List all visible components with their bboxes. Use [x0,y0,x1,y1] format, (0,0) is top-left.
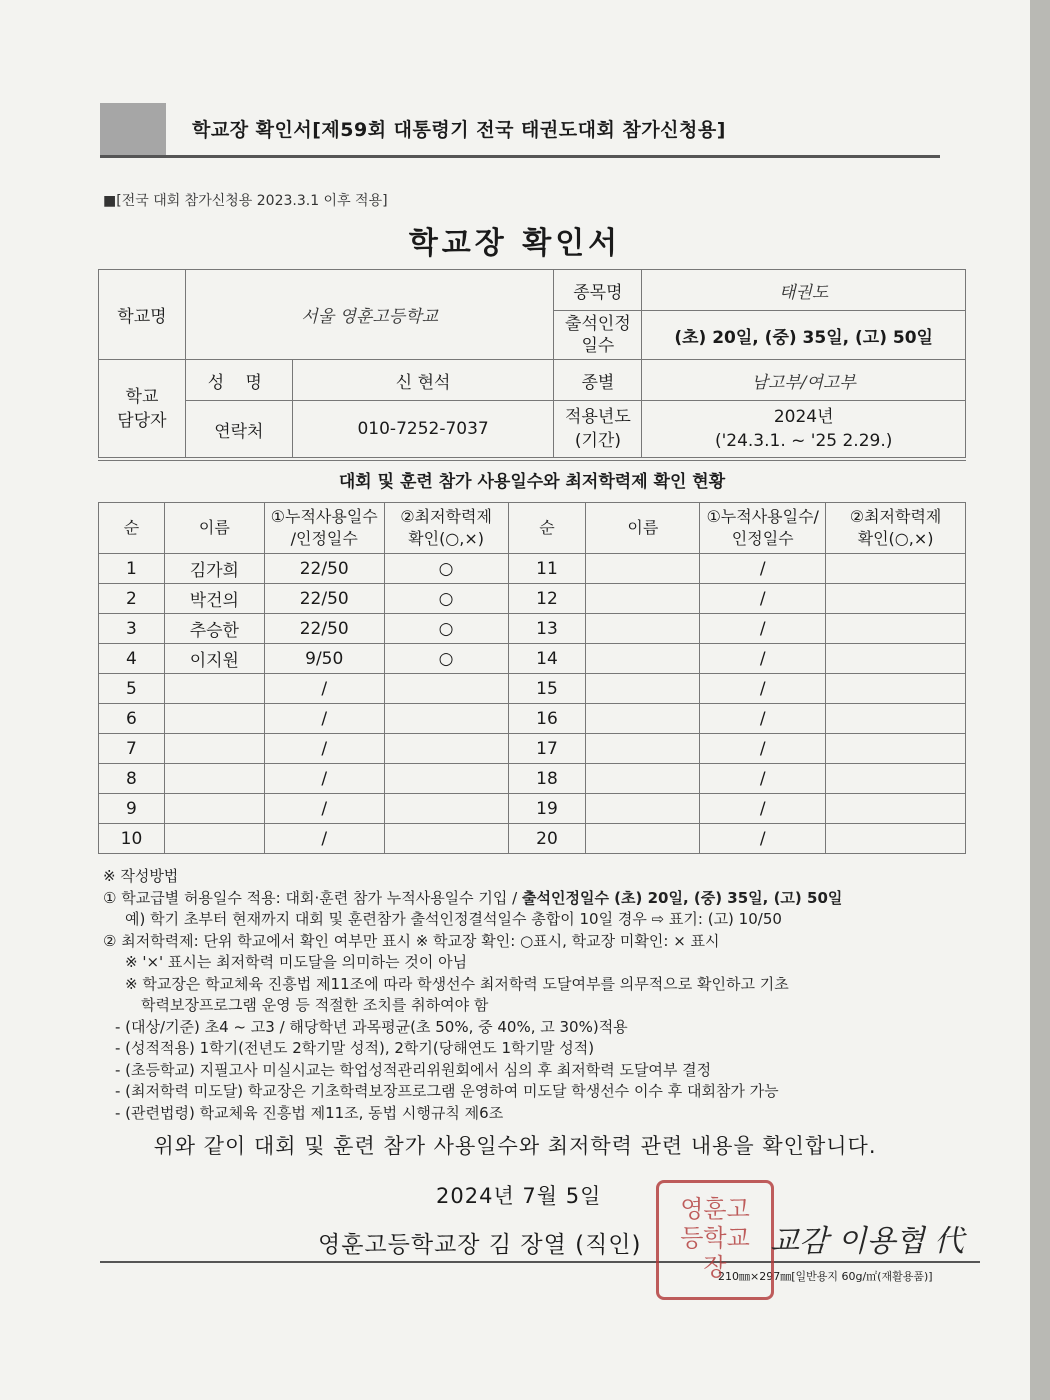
check-mark [384,794,508,824]
instruction-line-8: - (성적적용) 1학기(전년도 2학기말 성적), 2학기(당해연도 1학기말 성적) [115,1039,595,1057]
student-name [164,824,264,854]
used-days-right: / [700,734,826,764]
year-label: 적용년도 (기간) [554,401,642,458]
check-mark: ○ [384,554,508,584]
check-mark-right [826,764,966,794]
instruction-line [103,888,983,910]
student-name: 추승한 [164,614,264,644]
instruction-line-3: ② 최저학력제: 단위 학교에서 확인 여부만 표시 ※ 학교장 확인: ○표시, 학교장 미확인: × 표시 [103,931,720,950]
instruction-line-5: ※ 학교장은 학교체육 진흥법 제11조에 따라 학생선수 최저학력 도달여부를 의무적으로 확인하고 기초 [125,974,789,993]
student-name-right [586,644,700,674]
used-days: / [264,794,384,824]
year-cell [642,401,966,458]
table-row [99,554,966,584]
table-row [99,674,966,704]
row-number-right: 16 [508,704,586,734]
row-number-right: 14 [508,644,586,674]
student-name [164,764,264,794]
used-days: 22/50 [264,554,384,584]
student-name-right [586,674,700,704]
check-mark-right [826,794,966,824]
table-row [99,794,966,824]
student-name [164,734,264,764]
row-number: 4 [99,644,165,674]
instruction-line-9: - (초등학교) 지필고사 미실시교는 학업성적관리위원회에서 심의 후 최저학력 도달여부 결정 [115,1060,712,1079]
attendance-label: 출석인정 일수 [554,311,642,360]
name-label: 성 명 [185,360,292,401]
student-name [164,674,264,704]
used-days: / [264,764,384,794]
header-check-right: ②최저학력제 확인(○,×) [826,503,966,554]
table-row [99,824,966,854]
instruction-line-4: ※ '×' 표시는 최저학력 미도달을 의미하는 것이 아님 [125,953,468,971]
student-name-right [586,794,700,824]
used-days-right: / [700,584,826,614]
student-name: 김가희 [164,554,264,584]
row-number: 9 [99,794,165,824]
student-name-right [586,824,700,854]
year-period: ('24.3.1. ~ '25 2.29.) [714,431,893,451]
used-days: 22/50 [264,584,384,614]
status-title: 대회 및 훈련 참가 사용일수와 최저학력제 확인 현황 [98,460,966,503]
instruction-line-7: - (대상/기준) 초4 ~ 고3 / 해당학년 과목평균(초 50%, 중 40%, 고 30%)적용 [115,1017,628,1036]
header-no-right: 순 [508,503,586,554]
table-row [99,704,966,734]
instruction-line-2: 예) 학기 초부터 현재까지 대회 및 훈련참가 출석인정결석일수 총합이 10일 경우 ⇨ 표기: (고) 10/50 [125,910,782,928]
check-mark: ○ [384,614,508,644]
contact-label: 연락처 [185,401,292,458]
student-name-right [586,734,700,764]
official-seal-stamp [656,1180,774,1300]
row-number: 6 [99,704,165,734]
check-mark-right [826,674,966,704]
student-name: 이지원 [164,644,264,674]
used-days-right: / [700,554,826,584]
used-days-right: / [700,614,826,644]
used-days-right: / [700,704,826,734]
check-mark-right [826,554,966,584]
row-number-right: 11 [508,554,586,584]
instruction-line-10: - (최저학력 미도달) 학교장은 기초학력보장프로그램 운영하여 미도달 학생선수 이수 후 대회참가 가능 [115,1082,779,1100]
seal-text: 영훈고 등학교 장 [680,1195,750,1281]
event-label: 종목명 [554,270,642,311]
check-mark-right [826,734,966,764]
row-number-right: 12 [508,584,586,614]
row-number-right: 18 [508,764,586,794]
table-row [99,734,966,764]
check-mark [384,674,508,704]
event-value: 태권도 [642,270,966,311]
check-mark [384,824,508,854]
student-name-right [586,764,700,794]
name-value: 신 현석 [292,360,554,401]
used-days: / [264,824,384,854]
header-rule [100,155,940,158]
check-mark-right [826,584,966,614]
check-mark: ○ [384,644,508,674]
header-used: ①누적사용일수 /인정일수 [264,503,384,554]
info-table [98,269,966,458]
instruction-line-1a: ① 학교급별 허용일수 적용: 대회·훈련 참가 누적사용일수 기입 / [103,888,522,907]
header-title: 학교장 확인서[제59회 대통령기 전국 태권도대회 참가신청용] [192,119,726,141]
check-mark [384,734,508,764]
instruction-line-6: 학력보장프로그램 운영 등 적절한 조치를 취하여야 함 [141,996,489,1014]
row-number: 2 [99,584,165,614]
check-mark-right [826,644,966,674]
check-mark [384,764,508,794]
header-check: ②최저학력제 확인(○,×) [384,503,508,554]
instructions-heading: ※ 작성방법 [103,867,179,885]
document-title: 학교장 확인서 [408,226,622,261]
row-number-right: 17 [508,734,586,764]
row-number-right: 19 [508,794,586,824]
student-name-right [586,614,700,644]
principal-name: 영훈고등학교장 김 장열 (직인) [318,1232,642,1258]
used-days: 9/50 [264,644,384,674]
student-name-right [586,584,700,614]
row-number: 7 [99,734,165,764]
used-days: 22/50 [264,614,384,644]
category-value: 남고부/여고부 [642,360,966,401]
confirmation-text: 위와 같이 대회 및 훈련 참가 사용일수와 최저학력 관련 내용을 확인합니다. [153,1134,877,1158]
header-name-right: 이름 [586,503,700,554]
student-name [164,794,264,824]
year-value: 2024년 [773,407,834,427]
row-number-right: 13 [508,614,586,644]
staff-label: 학교 담당자 [99,360,186,458]
check-mark-right [826,614,966,644]
used-days: / [264,674,384,704]
check-mark [384,704,508,734]
category-label: 종별 [554,360,642,401]
row-number: 1 [99,554,165,584]
student-name: 박건의 [164,584,264,614]
student-name-right [586,554,700,584]
status-table-body [99,554,966,854]
header-block [100,103,166,155]
attendance-value: (초) 20일, (중) 35일, (고) 50일 [642,311,966,360]
instruction-line-1b: 출석인정일수 (초) 20일, (중) 35일, (고) 50일 [522,888,843,907]
table-row [99,764,966,794]
header-name: 이름 [164,503,264,554]
instructions [103,866,983,1124]
row-number: 10 [99,824,165,854]
instruction-line-11: - (관련법령) 학교체육 진흥법 제11조, 동법 시행규칙 제6조 [115,1103,504,1122]
student-name-right [586,704,700,734]
student-name [164,704,264,734]
row-number: 5 [99,674,165,704]
used-days: / [264,734,384,764]
used-days-right: / [700,824,826,854]
table-row [99,614,966,644]
bottom-rule [100,1261,980,1263]
header-bar [100,103,940,155]
used-days: / [264,704,384,734]
used-days-right: / [700,674,826,704]
paper-spec: 210㎜×297㎜[일반용지 60g/㎡(재활용품)] [718,1270,933,1283]
applicability-note: ■[전국 대회 참가신청용 2023.3.1 이후 적용] [103,193,388,209]
check-mark-right [826,824,966,854]
check-mark: ○ [384,584,508,614]
used-days-right: / [700,794,826,824]
header-used-right: ①누적사용일수/ 인정일수 [700,503,826,554]
status-table [98,502,966,854]
row-number-right: 15 [508,674,586,704]
row-number-right: 20 [508,824,586,854]
check-mark-right [826,704,966,734]
contact-value: 010-7252-7037 [292,401,554,458]
table-row [99,644,966,674]
used-days-right: / [700,764,826,794]
signature-date: 2024년 7월 5일 [436,1184,602,1208]
handwritten-signature: 교감 이용협 代 [770,1224,964,1259]
table-row [99,584,966,614]
school-value: 서울 영훈고등학교 [185,270,554,360]
row-number: 8 [99,764,165,794]
header-no: 순 [99,503,165,554]
school-label: 학교명 [99,270,186,360]
row-number: 3 [99,614,165,644]
used-days-right: / [700,644,826,674]
background-edge [1030,0,1050,1400]
